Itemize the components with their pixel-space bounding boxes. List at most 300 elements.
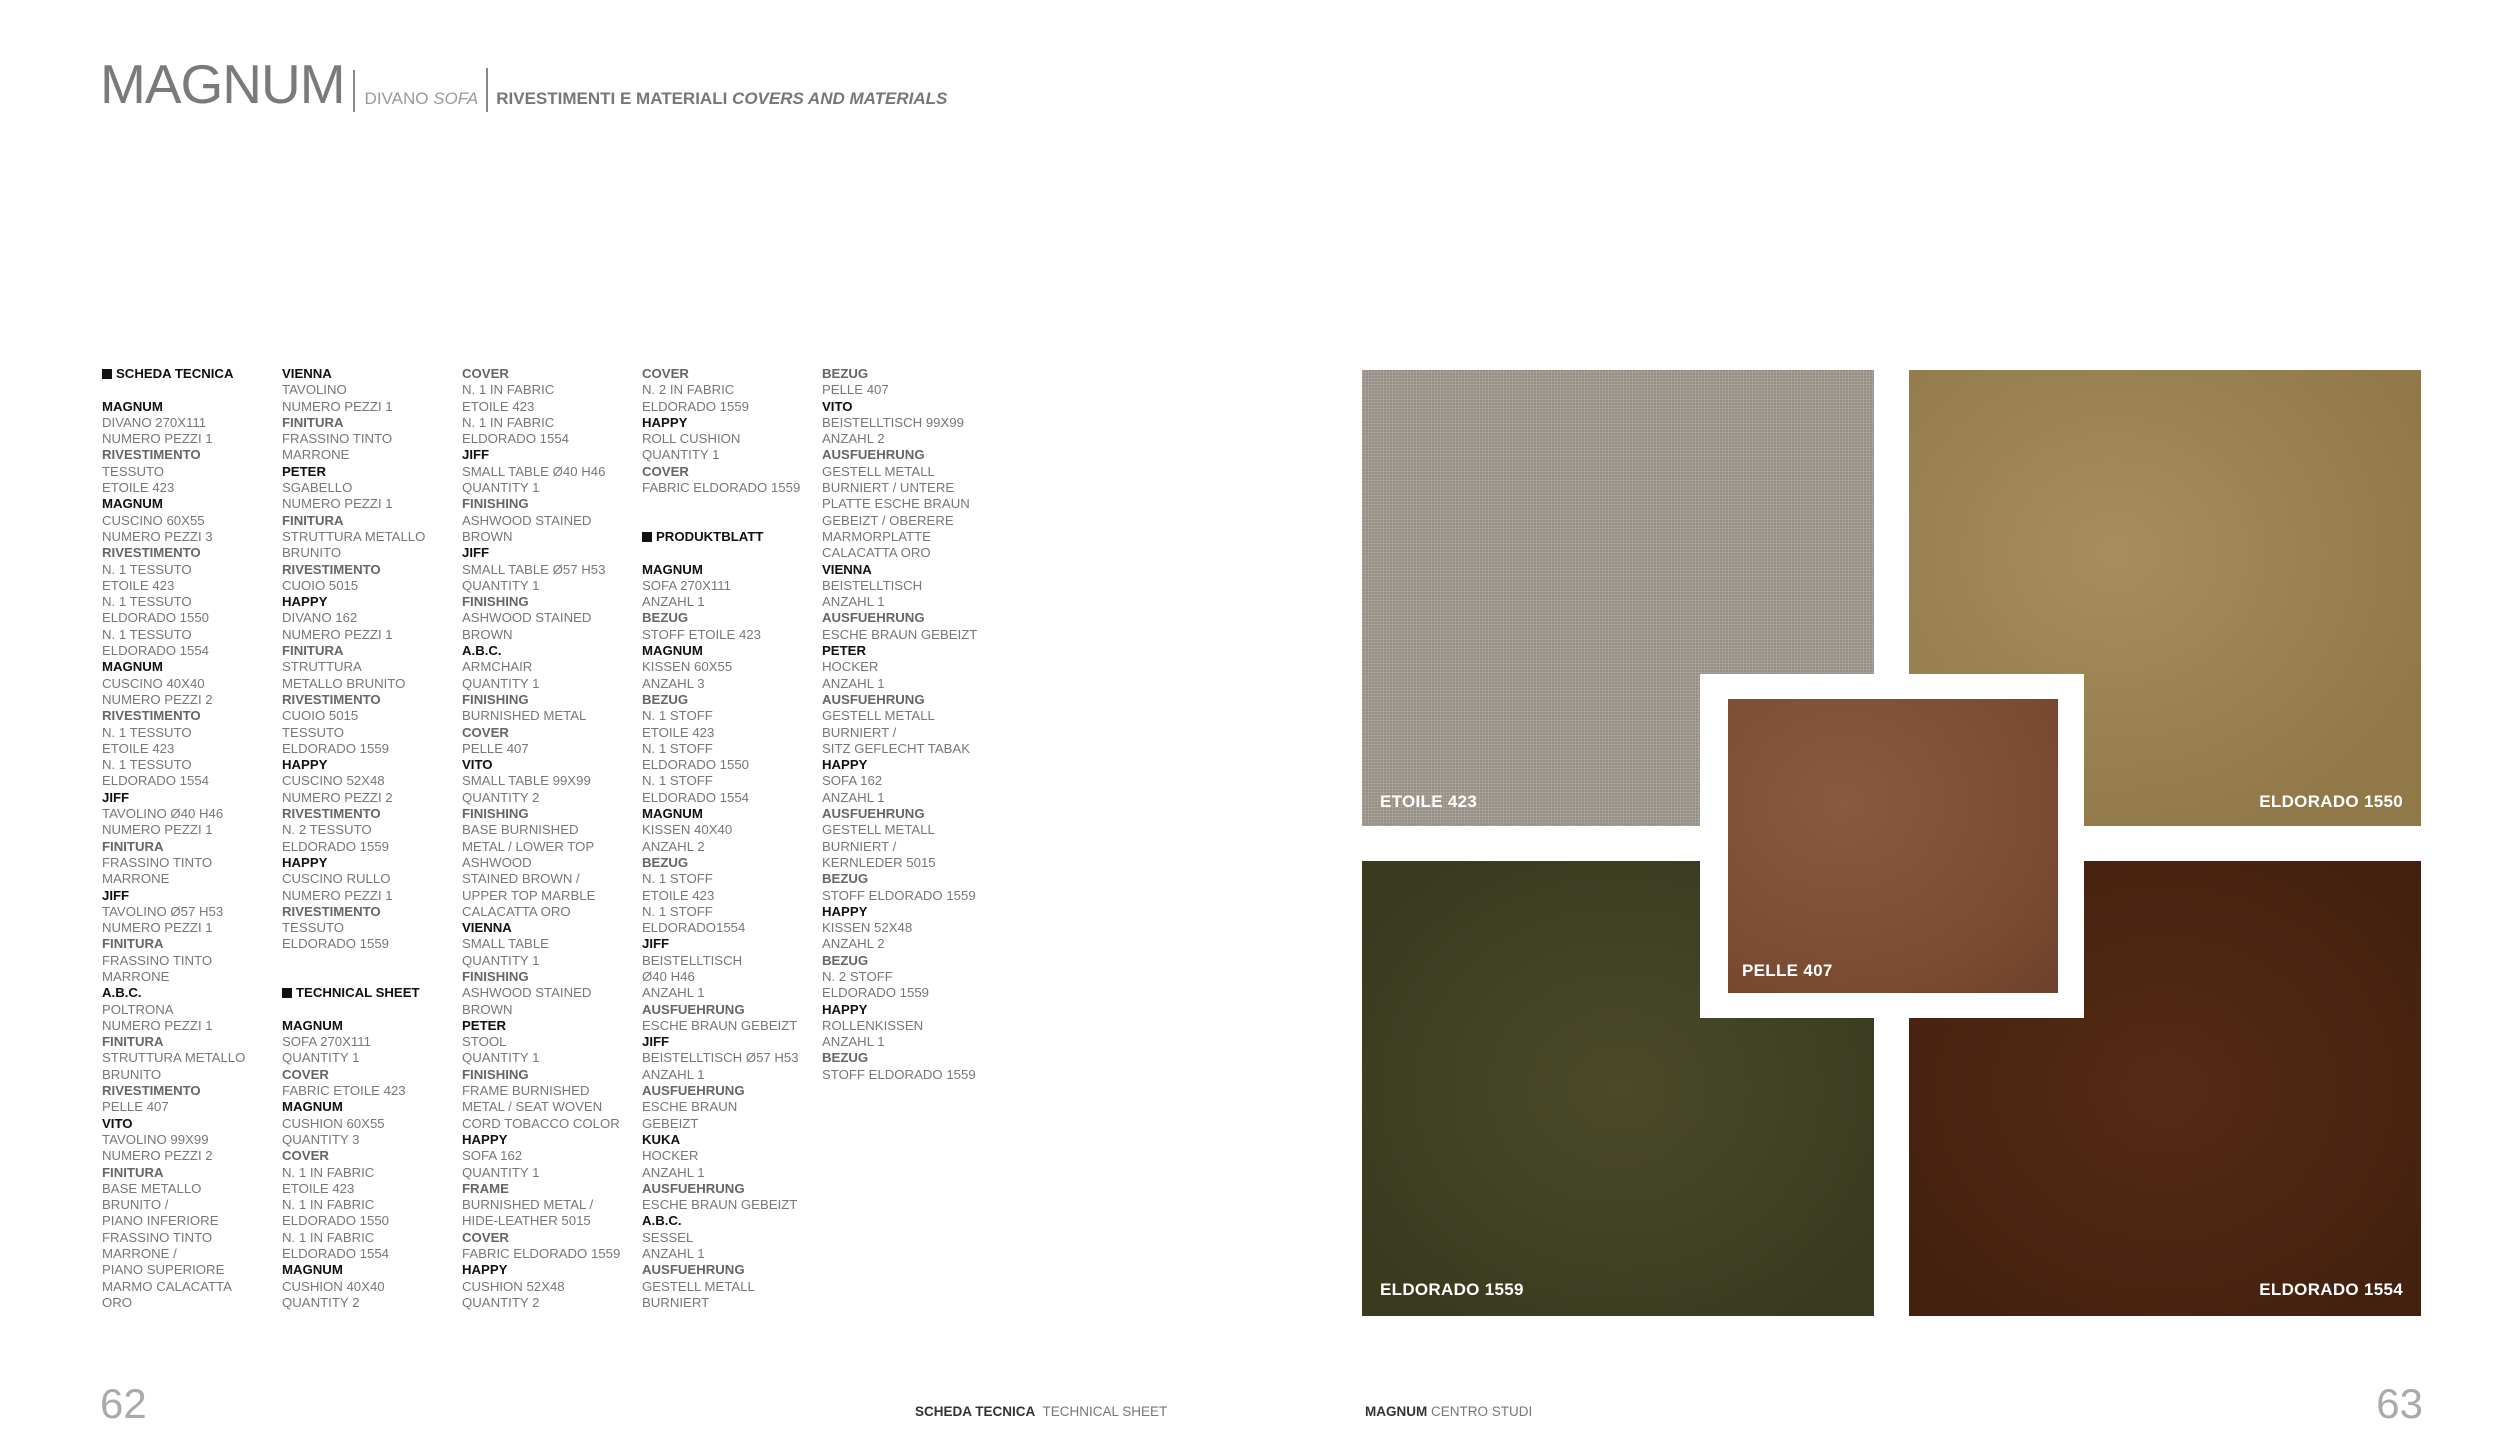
spec-value: CALACATTA ORO [822,545,931,561]
field-label: FRAME [462,1180,509,1196]
spec-value: N. 1 STOFF [642,708,713,724]
product-name: VIENNA [822,561,872,577]
spec-value: SOFA 270X111 [642,577,731,593]
product-name: MAGNUM [642,561,703,577]
spec-value: BRUNITO [282,545,342,561]
spec-value: FABRIC ELDORADO 1559 [462,1246,621,1262]
spec-value: ELDORADO 1550 [642,757,750,773]
field-label: FINISHING [462,594,529,610]
product-name: MAGNUM [642,643,703,659]
spec-value: SMALL TABLE Ø40 H46 [462,463,606,479]
spec-value: SOFA 162 [822,773,883,789]
spec-value: FRASSINO TINTO [282,431,393,447]
spec-value: ETOILE 423 [102,480,175,496]
spec-value: BROWN [462,626,513,642]
spec-value: METALLO BRUNITO [282,675,406,691]
spec-value: HOCKER [822,659,879,675]
spec-value: Ø40 H46 [642,968,695,984]
spec-value: QUANTITY 1 [462,1050,540,1066]
spec-value: SMALL TABLE Ø57 H53 [462,561,606,577]
spec-value: ETOILE 423 [642,724,715,740]
spec-value: CORD TOBACCO COLOR [462,1115,620,1131]
spec-value: TAVOLINO Ø57 H53 [102,903,224,919]
spec-value: ASHWOOD STAINED [462,610,592,626]
product-name: HAPPY [462,1262,508,1278]
spec-value: ETOILE 423 [642,887,715,903]
spec-value: BURNIERT / UNTERE [822,480,955,496]
footer-credit [1365,1404,1532,1419]
spec-value: METAL / LOWER TOP [462,838,595,854]
product-name: HAPPY [282,594,328,610]
spec-value: N. 1 STOFF [642,773,713,789]
product-name: JIFF [102,789,130,805]
spec-value: CUSHION 40X40 [282,1278,385,1294]
spec-value: N. 1 IN FABRIC [282,1229,375,1245]
spacer [642,545,817,561]
spec-value: NUMERO PEZZI 1 [102,920,213,936]
spec-value: ANZAHL 2 [822,936,885,952]
spec-value: MARRONE / [102,1246,177,1262]
field-label: RIVESTIMENTO [282,561,381,577]
spec-value: N. 1 TESSUTO [102,724,192,740]
spec-value: FABRIC ETOILE 423 [282,1083,406,1099]
spec-value: QUANTITY 1 [642,447,720,463]
spec-value: ORO [102,1294,133,1310]
spec-value: KISSEN 52X48 [822,920,913,936]
spacer [642,513,817,529]
field-label: FINISHING [462,968,529,984]
field-label: COVER [462,366,509,381]
spec-value: ASHWOOD STAINED [462,985,592,1001]
spec-value: N. 2 TESSUTO [282,822,372,838]
spec-value: CUSCINO 40X40 [102,675,205,691]
spec-value: HOCKER [642,1148,699,1164]
spec-value: QUANTITY 1 [462,675,540,691]
spec-value: TAVOLINO 99X99 [102,1131,209,1147]
spec-value: DIVANO 270X111 [102,414,207,430]
spec-value: ROLL CUSHION [642,431,741,447]
spec-column-4 [642,366,817,1311]
spec-value: PIANO INFERIORE [102,1213,219,1229]
spec-value: BROWN [462,1001,513,1017]
spec-value: BROWN [462,528,513,544]
spec-value: ASHWOOD STAINED [462,512,592,528]
spec-value: NUMERO PEZZI 1 [282,626,393,642]
spacer [282,1002,457,1018]
spacer [282,969,457,985]
footer-section-rest: TECHNICAL SHEET [1042,1404,1168,1419]
spec-value: ELDORADO 1559 [282,838,390,854]
field-label: AUSFUEHRUNG [822,691,925,707]
spec-value: BEISTELLTISCH [822,577,923,593]
field-label: FINITURA [282,512,344,528]
spec-value: NUMERO PEZZI 1 [102,1017,213,1033]
spec-value: SMALL TABLE 99X99 [462,773,591,789]
spec-value: STRUTTURA METALLO [282,528,426,544]
product-name: HAPPY [282,854,328,870]
spec-column-1 [102,366,277,1311]
spec-value: ANZAHL 1 [642,1066,705,1082]
section-heading: SCHEDA TECNICA [102,366,277,382]
spec-value: NUMERO PEZZI 1 [282,398,393,414]
spec-value: STOFF ELDORADO 1559 [822,1066,976,1082]
field-label: COVER [462,1229,509,1245]
field-label: FINITURA [282,414,344,430]
spec-value: TAVOLINO Ø40 H46 [102,806,224,822]
spec-value: FRASSINO TINTO [102,854,213,870]
spec-value: FRASSINO TINTO [102,1229,213,1245]
spec-value: MARMO CALACATTA [102,1278,232,1294]
spec-value: MARRONE [102,871,170,887]
spec-value: QUANTITY 2 [462,789,540,805]
field-label: BEZUG [822,1050,869,1066]
field-label: RIVESTIMENTO [282,691,381,707]
spec-value: CUSCINO RULLO [282,871,391,887]
field-label: AUSFUEHRUNG [822,447,925,463]
spec-value: N. 1 IN FABRIC [282,1197,375,1213]
spec-value: BURNISHED METAL [462,708,587,724]
field-label: RIVESTIMENTO [282,806,381,822]
spec-value: QUANTITY 1 [462,952,540,968]
spec-value: ELDORADO1554 [642,920,746,936]
spec-value: CUSCINO 60X55 [102,512,205,528]
spec-value: POLTRONA [102,1001,174,1017]
brand-title: MAGNUM [100,53,345,115]
spec-value: PELLE 407 [822,382,889,398]
spec-value: GESTELL METALL [822,463,935,479]
product-name: HAPPY [462,1131,508,1147]
spec-value: BEISTELLTISCH Ø57 H53 [642,1050,799,1066]
field-label: RIVESTIMENTO [102,708,201,724]
spec-value: STOFF ELDORADO 1559 [822,887,976,903]
spec-value: STAINED BROWN / [462,871,580,887]
spec-value: N. 1 IN FABRIC [282,1164,375,1180]
spec-value: DIVANO 162 [282,610,358,626]
spec-value: UPPER TOP MARBLE [462,887,596,903]
field-label: BEZUG [822,952,869,968]
field-label: COVER [642,366,689,381]
swatch-label: ELDORADO 1554 [2259,1280,2403,1299]
spec-value: N. 1 TESSUTO [102,594,192,610]
product-name: MAGNUM [642,806,703,822]
spec-value: STOOL [462,1034,507,1050]
field-label: COVER [642,463,689,479]
spec-value: ELDORADO 1559 [282,740,390,756]
spec-value: CUSHION 52X48 [462,1278,565,1294]
spec-value: BRUNITO / [102,1197,169,1213]
spacer [282,953,457,969]
spec-value: ELDORADO 1554 [642,789,750,805]
swatch-label: PELLE 407 [1742,961,1833,980]
field-label: FINITURA [282,643,344,659]
product-type-it: DIVANO [364,89,429,108]
spec-value: KISSEN 40X40 [642,822,733,838]
product-name: JIFF [642,936,670,952]
spec-value: ELDORADO 1550 [282,1213,390,1229]
spec-value: QUANTITY 1 [282,1050,360,1066]
spec-value: BURNIERT / [822,724,897,740]
field-label: COVER [282,1066,329,1082]
field-label: FINITURA [102,1164,164,1180]
spec-value: ROLLENKISSEN [822,1017,924,1033]
spacer [642,496,817,512]
spec-value: CALACATTA ORO [462,903,571,919]
field-label: FINISHING [462,691,529,707]
spec-value: NUMERO PEZZI 2 [102,691,213,707]
spec-value: N. 2 STOFF [822,968,893,984]
product-name: JIFF [462,545,490,561]
footer-section-bold: SCHEDA TECNICA [915,1404,1036,1419]
section-title-en: COVERS AND MATERIALS [732,89,948,108]
field-label: RIVESTIMENTO [102,1083,201,1099]
spec-value: ANZAHL 1 [642,1164,705,1180]
spec-value: N. 1 IN FABRIC [462,414,555,430]
spec-value: CUSCINO 52X48 [282,773,385,789]
product-name: MAGNUM [102,659,163,675]
spec-value: ESCHE BRAUN GEBEIZT [822,626,978,642]
product-name: HAPPY [822,903,868,919]
spec-value: QUANTITY 2 [462,1294,540,1310]
spec-value: NUMERO PEZZI 3 [102,528,213,544]
spec-value: NUMERO PEZZI 1 [282,496,393,512]
spec-value: ANZAHL 2 [642,838,705,854]
spec-value: N. 1 TESSUTO [102,626,192,642]
spec-value: NUMERO PEZZI 1 [102,431,213,447]
product-name: MAGNUM [282,1017,343,1033]
spec-value: BURNISHED METAL / [462,1197,594,1213]
product-name: A.B.C. [642,1213,682,1229]
spec-value: BURNIERT / [822,838,897,854]
field-label: FINITURA [102,1034,164,1050]
spec-value: KISSEN 60X55 [642,659,733,675]
spec-value: MARRONE [102,968,170,984]
spec-value: TESSUTO [282,920,345,936]
product-name: HAPPY [282,757,328,773]
spec-value: PIANO SUPERIORE [102,1262,225,1278]
field-label: RIVESTIMENTO [102,447,201,463]
spec-value: N. 1 STOFF [642,871,713,887]
product-name: MAGNUM [102,398,163,414]
section-title-it: RIVESTIMENTI E MATERIALI [496,89,728,108]
product-name: VIENNA [282,366,332,381]
product-name: PETER [822,643,866,659]
footer-credit-bold: MAGNUM [1365,1404,1428,1419]
spec-value: FRAME BURNISHED [462,1083,590,1099]
field-label: FINITURA [102,936,164,952]
spec-value: N. 1 TESSUTO [102,561,192,577]
page-header [100,52,948,115]
spec-value: BRUNITO [102,1066,162,1082]
product-name: VITO [102,1115,133,1131]
spec-value: GEBEIZT / OBERERE [822,512,954,528]
product-name: JIFF [642,1034,670,1050]
field-label: AUSFUEHRUNG [642,1001,745,1017]
field-label: AUSFUEHRUNG [642,1180,745,1196]
spec-value: QUANTITY 3 [282,1131,360,1147]
spec-value: CUOIO 5015 [282,708,359,724]
spec-value: HIDE-LEATHER 5015 [462,1213,591,1229]
spec-value: CUOIO 5015 [282,577,359,593]
field-label: BEZUG [822,871,869,887]
field-label: BEZUG [642,854,689,870]
field-label: AUSFUEHRUNG [822,610,925,626]
spec-value: METAL / SEAT WOVEN [462,1099,603,1115]
spec-value: SGABELLO [282,480,353,496]
spec-value: MARMORPLATTE [822,528,931,544]
footer-section [915,1404,1167,1419]
product-name: JIFF [462,447,490,463]
swatch-label: ETOILE 423 [1380,792,1478,811]
field-label: COVER [282,1148,329,1164]
spec-value: SESSEL [642,1229,694,1245]
swatch-pelle-407 [1728,699,2058,993]
spec-value: ELDORADO 1554 [282,1246,390,1262]
spec-value: SOFA 270X111 [282,1034,371,1050]
spec-value: BEISTELLTISCH [642,952,743,968]
product-name: MAGNUM [102,496,163,512]
swatch-label: ELDORADO 1559 [1380,1280,1524,1299]
spec-value: BASE METALLO [102,1180,202,1196]
spec-value: STOFF ETOILE 423 [642,626,761,642]
field-label: AUSFUEHRUNG [642,1262,745,1278]
spec-value: BASE BURNISHED [462,822,579,838]
field-label: FINISHING [462,806,529,822]
spec-value: ANZAHL 2 [822,431,885,447]
spec-value: STRUTTURA [282,659,362,675]
spec-value: NUMERO PEZZI 2 [282,789,393,805]
spec-value: ANZAHL 1 [642,1246,705,1262]
field-label: AUSFUEHRUNG [642,1083,745,1099]
spec-value: ELDORADO 1550 [102,610,210,626]
product-name: HAPPY [822,1001,868,1017]
footer-credit-rest: CENTRO STUDI [1431,1404,1533,1419]
spec-value: N. 2 IN FABRIC [642,382,735,398]
spec-value: ELDORADO 1554 [102,773,210,789]
spec-value: N. 1 STOFF [642,903,713,919]
spec-value: ELDORADO 1554 [102,643,210,659]
spec-value: FABRIC ELDORADO 1559 [642,480,801,496]
page-number-left: 62 [100,1380,147,1427]
product-name: KUKA [642,1131,681,1147]
spec-value: STRUTTURA METALLO [102,1050,246,1066]
spec-value: QUANTITY 1 [462,480,540,496]
product-name: A.B.C. [102,985,142,1001]
spec-value: ESCHE BRAUN [642,1099,738,1115]
field-label: FINISHING [462,1066,529,1082]
product-name: VITO [822,398,853,414]
spec-value: PELLE 407 [102,1099,169,1115]
product-name: A.B.C. [462,643,502,659]
section-heading: TECHNICAL SHEET [282,985,457,1001]
spec-value: TESSUTO [282,724,345,740]
spec-value: ANZAHL 1 [642,985,705,1001]
spec-value: ARMCHAIR [462,659,533,675]
spec-value: NUMERO PEZZI 2 [102,1148,213,1164]
spec-value: ANZAHL 1 [822,675,885,691]
spec-value: NUMERO PEZZI 1 [282,887,393,903]
product-name: VIENNA [462,920,512,936]
field-label: RIVESTIMENTO [102,545,201,561]
spec-value: ELDORADO 1559 [282,936,390,952]
product-name: VITO [462,757,493,773]
spec-value: ELDORADO 1559 [822,985,930,1001]
field-label: BEZUG [822,366,869,381]
spec-value: ANZAHL 3 [642,675,705,691]
spec-value: CUSHION 60X55 [282,1115,385,1131]
spec-column-5 [822,366,997,1083]
spec-value: QUANTITY 1 [462,577,540,593]
spec-value: FRASSINO TINTO [102,952,213,968]
spec-value: ETOILE 423 [282,1180,355,1196]
product-name: MAGNUM [282,1262,343,1278]
spec-value: ANZAHL 1 [642,594,705,610]
title-divider [353,70,355,112]
spec-value: ANZAHL 1 [822,594,885,610]
product-name: PETER [462,1017,506,1033]
field-label: COVER [462,724,509,740]
section-heading: PRODUKTBLATT [642,529,817,545]
product-type-en: SOFA [433,89,479,108]
spec-value: GESTELL METALL [642,1278,755,1294]
field-label: RIVESTIMENTO [282,903,381,919]
spec-value: ESCHE BRAUN GEBEIZT [642,1017,798,1033]
spec-value: TESSUTO [102,463,165,479]
spec-value: PELLE 407 [462,740,529,756]
spec-value: ETOILE 423 [102,577,175,593]
spec-value: ETOILE 423 [102,740,175,756]
spec-value: ASHWOOD [462,854,532,870]
product-name: JIFF [102,887,130,903]
page-number-right: 63 [2376,1380,2423,1427]
spec-column-2 [282,366,457,1311]
spec-value: SMALL TABLE [462,936,549,952]
field-label: BEZUG [642,610,689,626]
field-label: AUSFUEHRUNG [822,806,925,822]
spec-value: MARRONE [282,447,350,463]
spec-column-3 [462,366,637,1311]
product-type [365,89,479,109]
spec-value: ELDORADO 1554 [462,431,570,447]
section-title [496,89,947,109]
spec-value: NUMERO PEZZI 1 [102,822,213,838]
spec-value: TAVOLINO [282,382,347,398]
spec-value: ETOILE 423 [462,398,535,414]
spec-value: ESCHE BRAUN GEBEIZT [642,1197,798,1213]
spec-value: ELDORADO 1559 [642,398,750,414]
spec-value: QUANTITY 1 [462,1164,540,1180]
spec-value: QUANTITY 2 [282,1294,360,1310]
spec-value: SITZ GEFLECHT TABAK [822,740,971,756]
spec-value: GEBEIZT [642,1115,699,1131]
field-label: FINISHING [462,496,529,512]
spacer [102,382,277,398]
spec-value: KERNLEDER 5015 [822,854,936,870]
spec-value: N. 1 STOFF [642,740,713,756]
field-label: FINITURA [102,838,164,854]
spec-value: SOFA 162 [462,1148,523,1164]
product-name: MAGNUM [282,1099,343,1115]
spec-value: N. 1 TESSUTO [102,757,192,773]
product-name: HAPPY [642,414,688,430]
spec-value: GESTELL METALL [822,822,935,838]
spec-value: BEISTELLTISCH 99X99 [822,414,964,430]
spec-value: ANZAHL 1 [822,1034,885,1050]
spec-value: BURNIERT [642,1294,710,1310]
spec-value: ANZAHL 1 [822,789,885,805]
product-name: PETER [282,463,326,479]
product-name: HAPPY [822,757,868,773]
spec-value: N. 1 IN FABRIC [462,382,555,398]
